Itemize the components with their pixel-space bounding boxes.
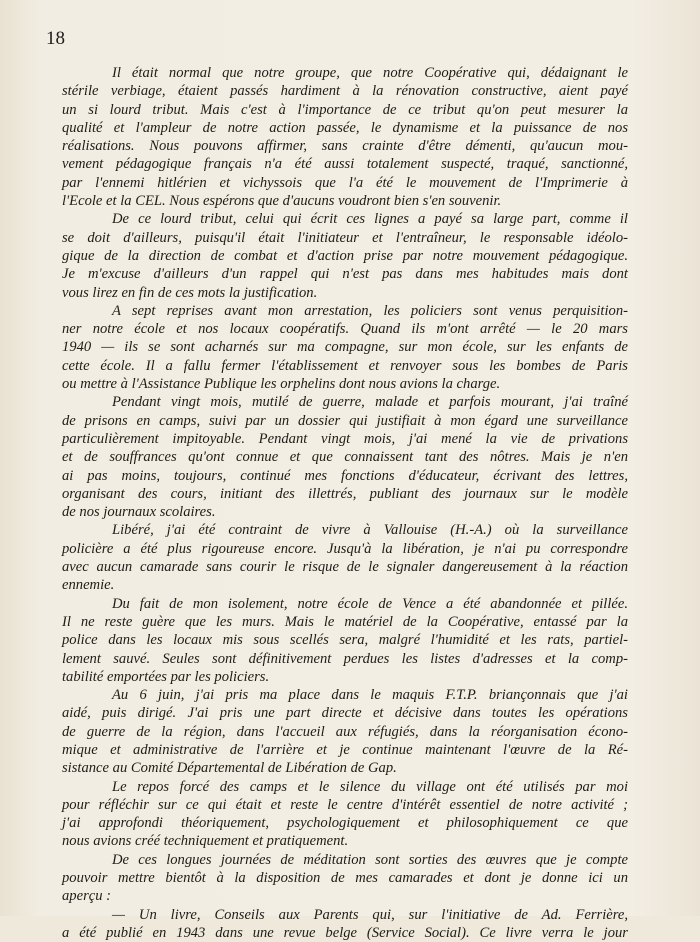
text-line: mique et administrative de l'arrière et je continue maintenant l'œuvre de la Ré- bbox=[62, 741, 628, 758]
text-line: De ce lourd tribut, celui qui écrit ces lignes a payé sa large part, comme il bbox=[112, 211, 628, 228]
text-line: nous avions créé techniquement et pratiquement. bbox=[62, 833, 349, 850]
text-line: Au 6 juin, j'ai pris ma place dans le maquis F.T.P. briançonnais que j'ai bbox=[112, 687, 628, 704]
text-line: gique de la direction de combat et d'action prise par notre mouvement pédagogique. bbox=[62, 247, 628, 264]
text-line: Je m'excuse d'ailleurs d'un rappel qui n'est pas dans mes habitudes mais dont bbox=[62, 266, 628, 283]
text-line: Il était normal que notre groupe, que notre Coopérative qui, dédaignant le bbox=[112, 65, 628, 81]
text-line: lement sauvé. Seules sont définitivement perdues les listes d'adresses et la comp- bbox=[62, 650, 628, 667]
text-line: particulièrement impitoyable. Pendant vingt mois, j'ai mené la vie de privations bbox=[62, 430, 628, 447]
body-text bbox=[62, 64, 628, 942]
text-line: a été publié en 1943 dans une revue belge (Service Social). Ce livre verra le jour bbox=[62, 924, 628, 941]
text-line: police dans les locaux mis sous scellés sera, malgré l'humidité et les rats, partiel- bbox=[62, 632, 628, 649]
text-line: ennemie. bbox=[62, 577, 115, 594]
text-line: vement pédagogique français n'a été aussi totalement suspecté, traqué, sanctionné, bbox=[62, 156, 628, 173]
text-line: Du fait de mon isolement, notre école de Vence a été abandonnée et pillée. bbox=[112, 595, 628, 612]
text-line: un si lourd tribut. Mais c'est à l'importance de ce tribut qu'on peut mesurer la bbox=[62, 101, 628, 118]
text-line: A sept reprises avant mon arrestation, les policiers sont venus perquisition- bbox=[112, 302, 628, 319]
text-line: Libéré, j'ai été contraint de vivre à Vallouise (H.-A.) où la surveillance bbox=[112, 522, 628, 539]
text-line: de guerre de la région, dans l'accueil aux réfugiés, dans la réorganisation écono- bbox=[62, 723, 628, 740]
text-line: stérile verbiage, étaient passés hardiment à la rénovation constructive, aient payé bbox=[62, 83, 628, 100]
text-line: ner notre école et nos locaux coopératifs. Quand ils m'ont arrêté — le 20 mars bbox=[62, 321, 628, 338]
text-line: organisant des cours, initiant des illettrés, publiant des journaux sur le modèle bbox=[62, 485, 628, 502]
text-line: cette école. Il a fallu fermer l'établissement et renvoyer sous les bombes de Paris bbox=[62, 357, 628, 374]
text-line: Le repos forcé des camps et le silence du village ont été utilisés par moi bbox=[112, 778, 628, 795]
text-line: 1940 — ils se sont acharnés sur ma compagne, sur mon école, sur les enfants de bbox=[62, 339, 628, 356]
text-line: tabilité emportées par les policiers. bbox=[62, 668, 270, 685]
text-line: par l'ennemi hitlérien et vichyssois que l'a été le mouvement de l'Imprimerie à bbox=[62, 174, 628, 191]
text-line: pouvoir mettre bientôt à la disposition de mes camarades et dont je donne ici un bbox=[62, 870, 628, 887]
text-line: De ces longues journées de méditation sont sorties des œuvres que je compte bbox=[112, 851, 628, 868]
text-line: Il ne reste guère que les murs. Mais le matériel de la Coopérative, entassé par la bbox=[62, 613, 628, 630]
text-line: vous lirez en fin de ces mots la justification. bbox=[62, 284, 318, 301]
text-line: j'ai approfondi théoriquement, psychologiquement et philosophiquement ce que bbox=[62, 815, 628, 832]
text-line: avec aucun camarade sans courir le risque de le signaler dangereusement à la réaction bbox=[62, 559, 628, 576]
text-line: se doit d'ailleurs, puisqu'il était l'initiateur et l'entraîneur, le responsable idéolo- bbox=[62, 229, 628, 246]
text-line: aidé, puis dirigé. J'ai pris une part directe et décisive dans toutes les opérations bbox=[62, 705, 628, 722]
page-number: 18 bbox=[46, 28, 65, 49]
text-line: — Un livre, Conseils aux Parents qui, sur l'initiative de Ad. Ferrière, bbox=[112, 906, 628, 923]
text-line: sistance au Comité Départemental de Libération de Gap. bbox=[62, 760, 397, 777]
text-line: réalisations. Nous pouvons affirmer, sans crainte d'être démenti, qu'aucun mou- bbox=[62, 138, 628, 155]
text-line: ai pas moins, toujours, continué mes fonctions d'éducateur, écrivant des lettres, bbox=[62, 467, 628, 484]
text-line: de prisons en camps, suivi par un dossier qui justifiait à mon égard une surveillance bbox=[62, 412, 628, 429]
text-line: aperçu : bbox=[62, 888, 112, 905]
text-line: Pendant vingt mois, mutilé de guerre, malade et parfois mourant, j'ai traîné bbox=[112, 394, 628, 411]
text-line: ou mettre à l'Assistance Publique les orphelins dont nous avions la charge. bbox=[62, 376, 501, 393]
text-line: de nos journaux scolaires. bbox=[62, 504, 216, 521]
text-line: qualité et l'ampleur de notre action passée, le dynamisme et la puissance de nos bbox=[62, 119, 628, 136]
text-line: l'Ecole et la CEL. Nous espérons que d'aucuns voudront bien s'en souvenir. bbox=[62, 193, 502, 210]
text-line: et de souffrances qu'ont connue et que connaissent tant des nôtres. Mais je n'en bbox=[62, 449, 628, 466]
text-line: policière a été plus rigoureuse encore. Jusqu'à la libération, je n'ai pu correspondre bbox=[62, 540, 628, 557]
text-line: pour réfléchir sur ce qui était et reste le centre d'intérêt essentiel de notre activité ; bbox=[62, 796, 628, 813]
